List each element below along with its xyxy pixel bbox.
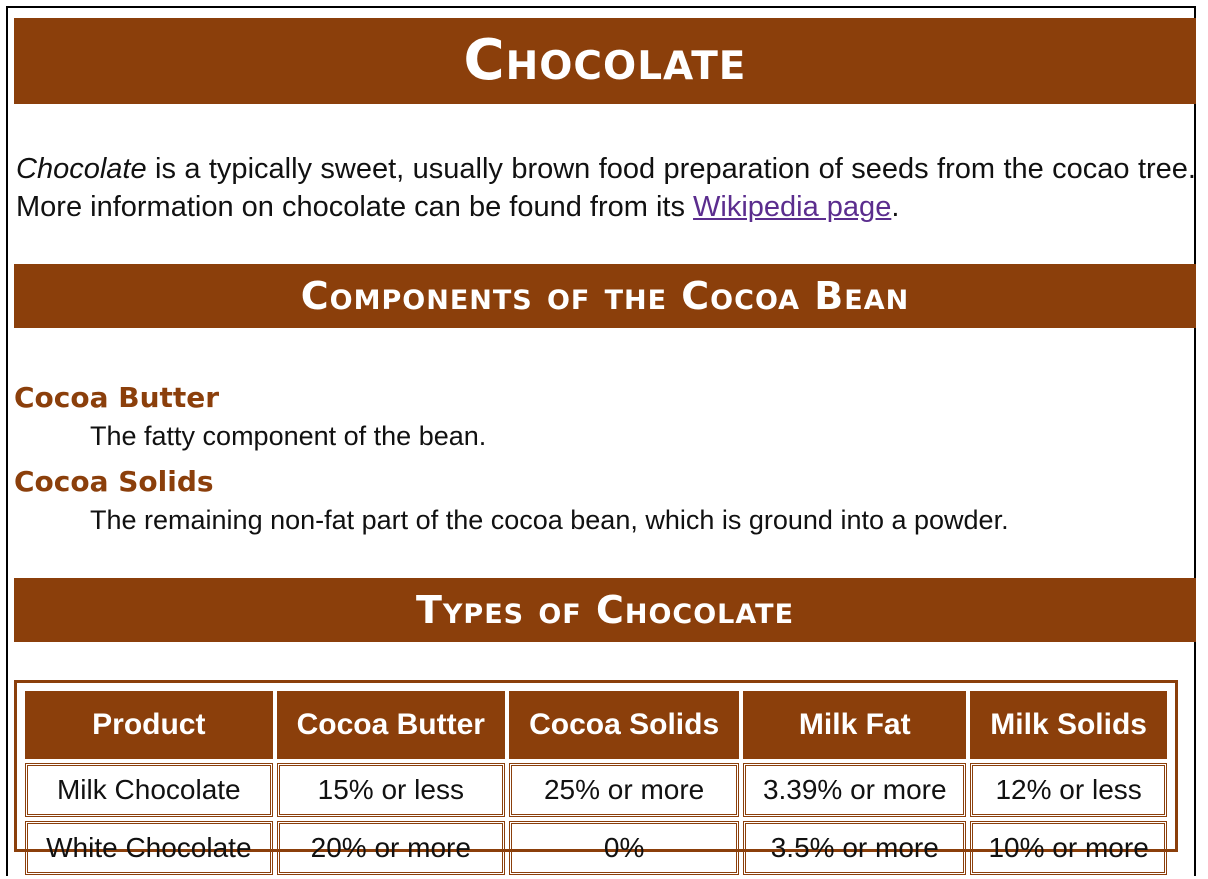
table-cell: White Chocolate bbox=[25, 821, 273, 875]
table-cell: 20% or more bbox=[277, 821, 505, 875]
table-row bbox=[25, 763, 1167, 817]
table-cell: 15% or less bbox=[277, 763, 505, 817]
types-table-frame bbox=[14, 680, 1178, 863]
table-cell: 0% bbox=[509, 821, 739, 875]
table-cell: 3.39% or more bbox=[743, 763, 966, 817]
components-definition-list bbox=[14, 378, 1194, 546]
column-header: Milk Fat bbox=[743, 691, 966, 759]
column-header: Milk Solids bbox=[970, 691, 1167, 759]
intro-paragraph bbox=[16, 150, 1196, 226]
components-heading: Components of the Cocoa Bean bbox=[14, 264, 1196, 328]
wikipedia-link[interactable]: Wikipedia page bbox=[693, 191, 892, 223]
column-header: Product bbox=[25, 691, 273, 759]
types-table bbox=[21, 687, 1171, 879]
table-cell: 12% or less bbox=[970, 763, 1167, 817]
definition-description: The remaining non-fat part of the cocoa bean, which is ground into a powder. bbox=[90, 505, 1009, 535]
page-title: Chocolate bbox=[14, 18, 1196, 104]
table-cell: 3.5% or more bbox=[743, 821, 966, 875]
types-heading: Types of Chocolate bbox=[14, 578, 1196, 642]
table-cell: Milk Chocolate bbox=[25, 763, 273, 817]
definition-term: Cocoa Solids bbox=[14, 465, 214, 498]
table-cell: 25% or more bbox=[509, 763, 739, 817]
intro-text-before-link: is a typically sweet, usually brown food preparation of seeds from the cocao tree. More information on chocolate can be found from its bbox=[16, 153, 1196, 223]
column-header: Cocoa Butter bbox=[277, 691, 505, 759]
intro-term: Chocolate bbox=[16, 153, 147, 185]
table-cell: 10% or more bbox=[970, 821, 1167, 875]
column-header: Cocoa Solids bbox=[509, 691, 739, 759]
intro-text-after-link: . bbox=[891, 191, 900, 223]
table-header-row bbox=[25, 691, 1167, 759]
definition-term: Cocoa Butter bbox=[14, 381, 220, 414]
definition-description: The fatty component of the bean. bbox=[90, 421, 487, 451]
table-row bbox=[25, 821, 1167, 875]
